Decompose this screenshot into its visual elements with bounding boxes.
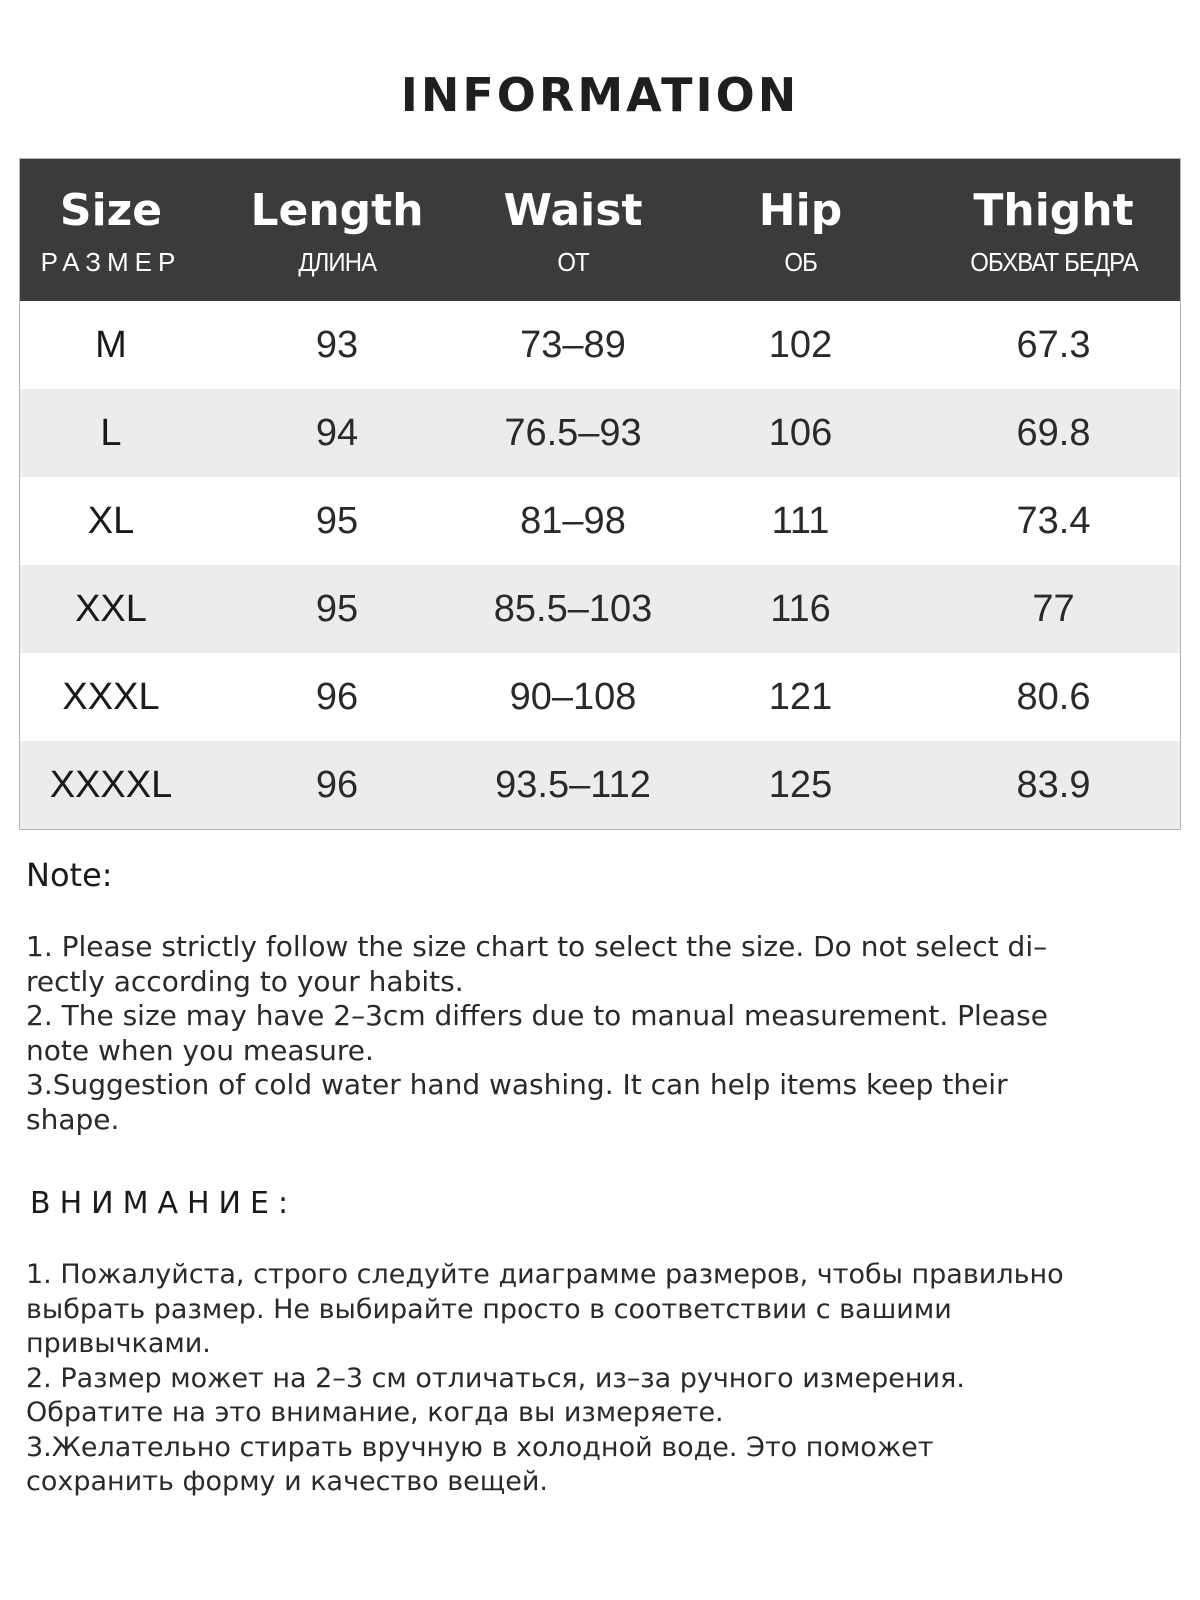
cell-size: XL: [87, 499, 135, 542]
cell-waist: 93.5–112: [495, 763, 651, 806]
header-thigh-ru: ОБХВАТ БЕДРА: [969, 247, 1138, 277]
note-line: 3.Suggestion of cold water hand washing. It can help items keep their: [26, 1068, 1008, 1101]
cell-size: XXXL: [62, 675, 160, 718]
cell-waist: 76.5–93: [504, 411, 642, 454]
note-heading: Note:: [26, 856, 113, 894]
vnimanie-line: Обратите на это внимание, когда вы измеряете.: [26, 1397, 724, 1428]
header-size-en: Size: [59, 185, 163, 236]
cell-hip: 121: [768, 675, 833, 718]
page-title: INFORMATION: [400, 68, 800, 122]
cell-waist: 85.5–103: [493, 587, 653, 630]
cell-waist: 90–108: [509, 675, 637, 718]
header-hip-ru: ОБ: [784, 247, 817, 277]
cell-length: 95: [315, 587, 359, 630]
vnimanie-line: сохранить форму и качество вещей.: [26, 1466, 548, 1497]
cell-size: XXL: [75, 587, 147, 630]
size-table: [19, 158, 1181, 830]
cell-thigh: 77: [1032, 587, 1075, 630]
cell-thigh: 73.4: [1016, 499, 1091, 542]
header-length-ru: ДЛИНА: [298, 247, 376, 277]
cell-length: 94: [315, 411, 359, 454]
header-length: [202, 159, 472, 301]
header-hip-en: Hip: [758, 185, 843, 236]
vnimanie-line: 2. Размер может на 2–3 см отличаться, из–за ручного измерения.: [26, 1362, 965, 1394]
vnimanie-line: выбрать размер. Не выбирайте просто в соответствии с вашими: [26, 1293, 952, 1325]
vnimanie-line: привычками.: [26, 1328, 211, 1359]
cell-length: 93: [315, 323, 359, 366]
cell-size: XXXXL: [49, 763, 173, 806]
cell-hip: 111: [771, 499, 830, 542]
table-row: [20, 477, 1180, 565]
cell-length: 95: [315, 499, 359, 542]
cell-waist: 73–89: [520, 323, 626, 366]
table-header: [20, 159, 1180, 301]
table-row: [20, 301, 1180, 389]
header-waist: [472, 159, 674, 301]
cell-waist: 81–98: [520, 499, 626, 542]
header-waist-ru: ОТ: [557, 247, 589, 277]
cell-hip: 125: [768, 763, 833, 806]
vnimanie-line: 1. Пожалуйста, строго следуйте диаграмме размеров, чтобы правильно: [26, 1259, 1064, 1290]
header-size-ru: РАЗМЕР: [40, 247, 182, 277]
header-thigh-en: Thight: [973, 185, 1134, 236]
cell-hip: 106: [768, 411, 833, 454]
note-line: 1. Please strictly follow the size chart to select the size. Do not select di–: [26, 930, 1048, 963]
cell-size: L: [100, 411, 122, 454]
table-row: [20, 389, 1180, 477]
cell-length: 96: [315, 675, 359, 718]
table-row: [20, 565, 1180, 653]
header-size: [20, 159, 202, 301]
header-hip: [674, 159, 927, 301]
header-length-en: Length: [250, 185, 424, 236]
cell-thigh: 83.9: [1016, 763, 1091, 806]
note-line: shape.: [26, 1102, 120, 1136]
cell-size: M: [95, 323, 127, 366]
note-line: 2. The size may have 2–3cm differs due to manual measurement. Please: [26, 999, 1048, 1032]
header-thigh: [927, 159, 1180, 301]
header-waist-en: Waist: [503, 185, 643, 236]
note-text: [26, 930, 1166, 1137]
vnimanie-heading: ВНИМАНИЕ:: [30, 1186, 298, 1221]
vnimanie-line: 3.Желательно стирать вручную в холодной воде. Это поможет: [26, 1431, 934, 1463]
cell-hip: 102: [768, 323, 833, 366]
table-row: [20, 653, 1180, 741]
cell-thigh: 80.6: [1016, 675, 1091, 718]
cell-thigh: 69.8: [1016, 411, 1091, 454]
vnimanie-text: [26, 1258, 1166, 1500]
note-line: note when you measure.: [26, 1033, 374, 1067]
table-row: [20, 741, 1180, 829]
note-line: rectly according to your habits.: [26, 964, 464, 998]
cell-thigh: 67.3: [1016, 323, 1091, 366]
cell-length: 96: [315, 763, 359, 806]
cell-hip: 116: [770, 587, 831, 630]
